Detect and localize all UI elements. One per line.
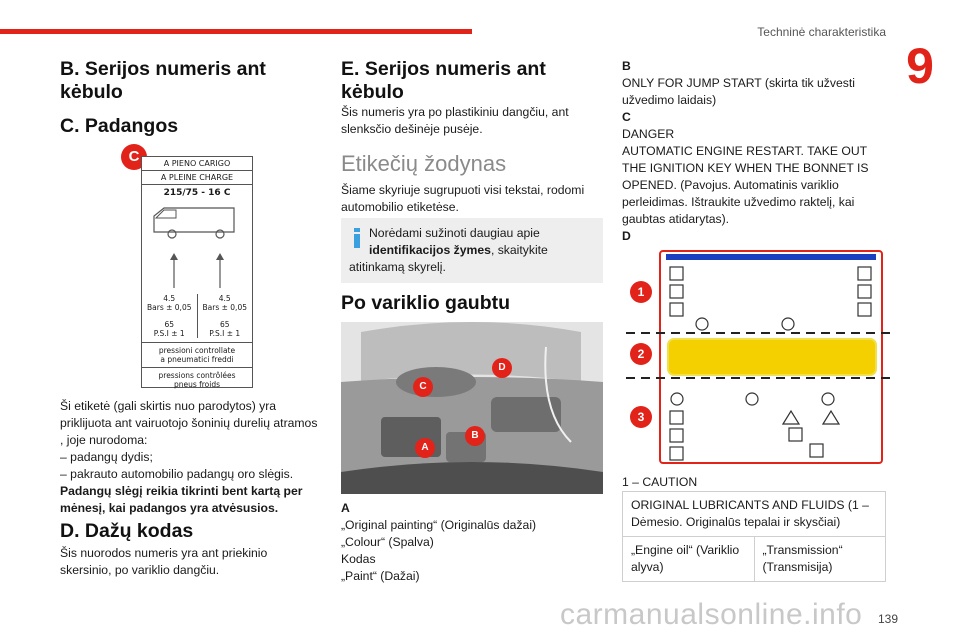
engine-bay-photo bbox=[341, 322, 603, 494]
tire-label-footer2: a pneumatici freddi bbox=[160, 355, 234, 364]
tire-item-pressure: – pakrauto automobilio padangų oro slėgis. bbox=[60, 467, 294, 481]
tire-label-footer4: pneus froids bbox=[173, 380, 221, 389]
label-a-description bbox=[341, 500, 603, 585]
diagram-marker-3: 3 bbox=[630, 406, 652, 428]
rear-bar-unit: Bars ± 0,05 bbox=[202, 303, 247, 312]
under-hood-heading: Po variklio gaubtu bbox=[341, 292, 511, 314]
label-a-line3: Kodas bbox=[341, 552, 376, 566]
fluids-label-illustration bbox=[622, 245, 892, 470]
tire-text: Ši etiketė (gali skirtis nuo parodytos) yra priklijuota ant vairuotojo šoninių durelių atramos , joje nurodoma: bbox=[60, 399, 318, 447]
front-pressure-psi: 65 bbox=[164, 320, 175, 329]
tire-label-footer1: pressioni controllate bbox=[158, 346, 236, 355]
tire-label-line2: A PLEINE CHARGE bbox=[142, 171, 252, 185]
chapter-number: 9 bbox=[906, 38, 934, 94]
label-d-letter: D bbox=[622, 229, 631, 243]
section-e-heading: E. Serijos numeris ant kėbulo bbox=[341, 58, 546, 103]
caution-caption: 1 – CAUTION bbox=[622, 475, 698, 489]
table-cell-header: ORIGINAL LUBRICANTS AND FLUIDS (1 – Dėmesio. Originalūs tepalai ir skysčiai) bbox=[623, 492, 886, 537]
engine-bay-illustration bbox=[341, 322, 603, 494]
rear-psi-unit: P.S.I ± 1 bbox=[209, 329, 241, 338]
label-a-line2: „Colour“ (Spalva) bbox=[341, 535, 434, 549]
front-bar-unit: Bars ± 0,05 bbox=[147, 303, 192, 312]
van-icon bbox=[142, 198, 252, 246]
tire-label-values bbox=[142, 294, 252, 338]
label-a-letter: A bbox=[341, 501, 350, 515]
marker-c: C bbox=[413, 377, 433, 397]
diagram-marker-2: 2 bbox=[630, 343, 652, 365]
header-accent-bar bbox=[0, 29, 472, 34]
note-text-post: , skaitykite atitinkamą skyrelį. bbox=[349, 243, 548, 274]
front-psi-unit: P.S.I ± 1 bbox=[153, 329, 185, 338]
tire-label-footer-fr bbox=[142, 367, 252, 392]
chapter-title: Techninė charakteristika bbox=[757, 25, 886, 39]
glossary-heading: Etikečių žodynas bbox=[341, 151, 507, 176]
marker-b: B bbox=[465, 426, 485, 446]
rear-pressure-bar: 4.5 bbox=[218, 294, 231, 303]
marker-a: A bbox=[415, 438, 435, 458]
table-cell-engine-oil: „Engine oil“ (Variklio alyva) bbox=[623, 537, 755, 582]
tire-label-footer3: pressions contrôlées bbox=[158, 371, 236, 380]
figure-marker-c: C bbox=[121, 144, 147, 170]
info-note bbox=[341, 218, 603, 283]
section-d-heading: D. Dažų kodas bbox=[60, 520, 194, 542]
section-c-heading: C. Padangos bbox=[60, 115, 179, 137]
fluids-label-diagram bbox=[622, 245, 892, 470]
table-row bbox=[623, 492, 886, 537]
tire-item-size: – padangų dydis; bbox=[60, 450, 153, 464]
tire-label-card bbox=[141, 156, 253, 388]
label-c-text2: AUTOMATIC ENGINE RESTART. TAKE OUT THE IGNITION KEY WHEN THE BONNET IS OPENED. (Pavojus. Automatinis variklio perleidimas. Ištraukite užvedimo raktelį, kai gaubtas atidarytas). bbox=[622, 144, 869, 226]
tire-label-footer-it bbox=[142, 342, 252, 367]
labels-b-c-d-description bbox=[622, 58, 884, 245]
label-a-line4: „Paint“ (Dažai) bbox=[341, 569, 420, 583]
glossary-text: Šiame skyriuje sugrupuoti visi tekstai, rodomi automobilio etiketėse. bbox=[341, 183, 585, 214]
label-c-text1: DANGER bbox=[622, 127, 675, 141]
section-b-heading: B. Serijos numeris ant kėbulo bbox=[60, 58, 266, 103]
front-pressure-bar: 4.5 bbox=[163, 294, 176, 303]
section-d-text: Šis nuorodos numeris yra ant priekinio skersinio, po variklio dangčiu. bbox=[60, 546, 268, 577]
label-c-letter: C bbox=[622, 110, 631, 124]
marker-d: D bbox=[492, 358, 512, 378]
tire-description bbox=[60, 398, 318, 517]
label-b-text: ONLY FOR JUMP START (skirta tik užvesti užvedimo laidais) bbox=[622, 76, 855, 107]
table-row bbox=[623, 537, 886, 582]
pressure-arrows-icon bbox=[142, 250, 252, 290]
page-number: 139 bbox=[877, 612, 898, 626]
watermark: carmanualsonline.info bbox=[560, 598, 863, 631]
label-b-letter: B bbox=[622, 59, 631, 73]
label-a-line1: „Original painting“ (Originalūs dažai) bbox=[341, 518, 537, 532]
tire-label-line1: A PIENO CARIGO bbox=[142, 157, 252, 171]
section-e-text: Šis numeris yra po plastikiniu dangčiu, ant slenksčio dešinėje pusėje. bbox=[341, 105, 569, 136]
tire-pressure-label-figure bbox=[121, 144, 253, 388]
tire-label-size: 215/75 - 16 C bbox=[163, 188, 231, 198]
note-text-pre: Norėdami sužinoti daugiau apie bbox=[369, 226, 540, 240]
rear-pressure-psi: 65 bbox=[219, 320, 230, 329]
note-link-text: identifikacijos žymes bbox=[369, 243, 491, 257]
diagram-marker-1: 1 bbox=[630, 281, 652, 303]
fluids-table bbox=[622, 491, 886, 582]
tire-warning: Padangų slėgį reikia tikrinti bent kartą per mėnesį, kai padangos yra atvėsusios. bbox=[60, 484, 303, 515]
table-cell-transmission: „Transmission“ (Transmisija) bbox=[754, 537, 886, 582]
info-icon bbox=[349, 227, 365, 249]
